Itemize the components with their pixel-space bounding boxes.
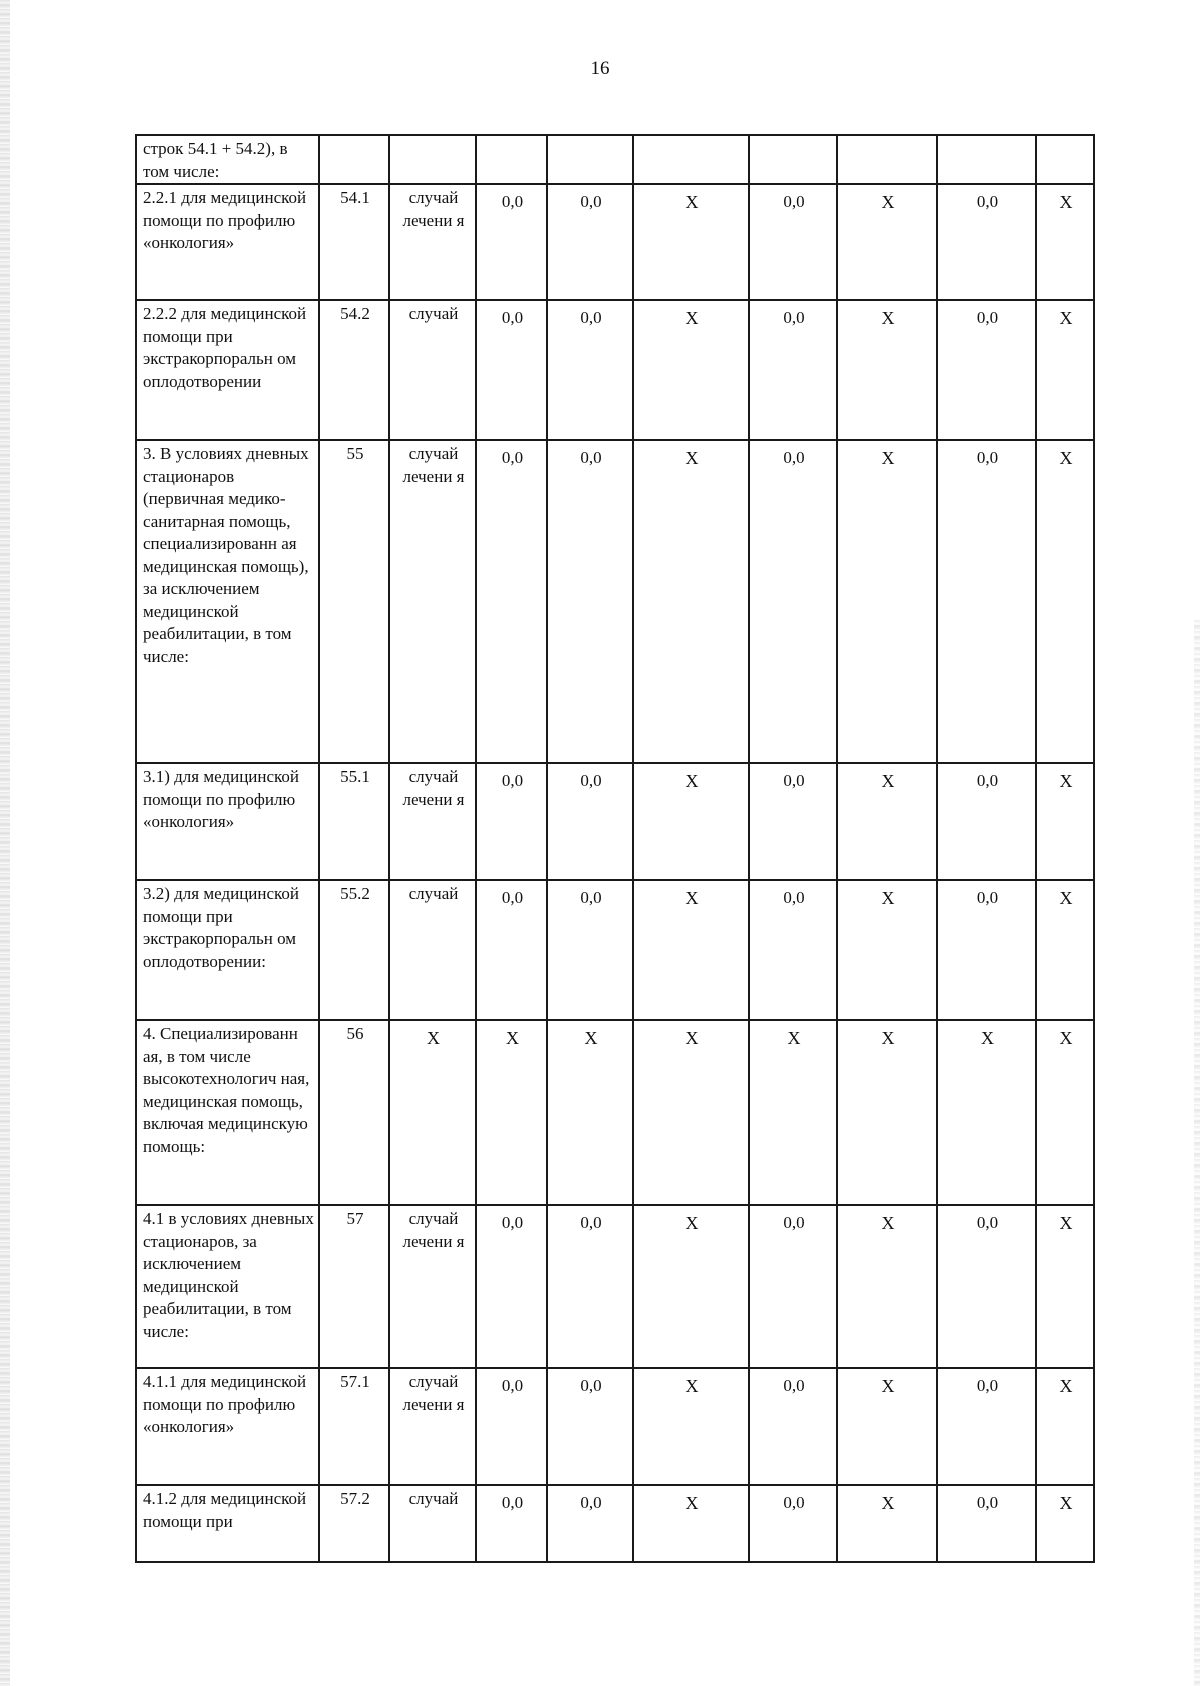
value-cell: X <box>1036 1368 1094 1485</box>
value-cell: 0,0 <box>547 440 633 763</box>
value-cell: X <box>633 880 749 1020</box>
unit-cell: случай лечени я <box>389 184 476 300</box>
row-label: 3.1) для медицинской помощи по профилю «онкология» <box>136 763 319 880</box>
row-label: строк 54.1 + 54.2), в том числе: <box>136 135 319 184</box>
value-cell: 0,0 <box>476 1205 547 1368</box>
unit-cell: случай лечени я <box>389 1368 476 1485</box>
value-cell: 0,0 <box>476 440 547 763</box>
value-cell: X <box>837 880 937 1020</box>
row-label: 4.1.1 для медицинской помощи по профилю «онкология» <box>136 1368 319 1485</box>
value-cell: 0,0 <box>547 184 633 300</box>
value-cell: 0,0 <box>547 1368 633 1485</box>
value-cell: 0,0 <box>937 300 1036 440</box>
table-row <box>136 1205 1094 1368</box>
row-label: 3. В условиях дневных стационаров (первичная медико-санитарная помощь, специализированн ая медицинская помощь), за исключением медицинской реабилитации, в том числе: <box>136 440 319 763</box>
table-row <box>136 1368 1094 1485</box>
value-cell: X <box>837 1485 937 1562</box>
value-cell <box>633 135 749 184</box>
value-cell: 0,0 <box>547 763 633 880</box>
value-cell: 0,0 <box>749 300 837 440</box>
row-label: 4.1.2 для медицинской помощи при <box>136 1485 319 1562</box>
value-cell: 0,0 <box>749 184 837 300</box>
unit-cell: X <box>389 1020 476 1205</box>
row-number: 54.1 <box>319 184 389 300</box>
unit-cell: случай лечени я <box>389 1205 476 1368</box>
value-cell: 0,0 <box>937 184 1036 300</box>
row-label: 4.1 в условиях дневных стационаров, за исключением медицинской реабилитации, в том числе: <box>136 1205 319 1368</box>
value-cell: X <box>837 300 937 440</box>
value-cell: X <box>1036 1020 1094 1205</box>
value-cell: 0,0 <box>937 763 1036 880</box>
row-number: 55.1 <box>319 763 389 880</box>
data-table <box>135 134 1095 1563</box>
unit-cell: случай <box>389 880 476 1020</box>
value-cell: 0,0 <box>937 880 1036 1020</box>
value-cell: X <box>633 184 749 300</box>
value-cell: 0,0 <box>476 763 547 880</box>
value-cell <box>837 135 937 184</box>
row-number: 54.2 <box>319 300 389 440</box>
table-row <box>136 440 1094 763</box>
value-cell: 0,0 <box>547 300 633 440</box>
value-cell: X <box>1036 1205 1094 1368</box>
value-cell: 0,0 <box>476 300 547 440</box>
value-cell: X <box>633 763 749 880</box>
value-cell: X <box>837 440 937 763</box>
value-cell: X <box>1036 300 1094 440</box>
value-cell: X <box>1036 440 1094 763</box>
row-label: 2.2.2 для медицинской помощи при экстракорпоральн ом оплодотворении <box>136 300 319 440</box>
value-cell: X <box>547 1020 633 1205</box>
value-cell: X <box>837 1205 937 1368</box>
value-cell <box>749 135 837 184</box>
table-row <box>136 763 1094 880</box>
row-label: 4. Специализированн ая, в том числе высокотехнологич ная, медицинская помощь, включая медицинскую помощь: <box>136 1020 319 1205</box>
table-row <box>136 1485 1094 1562</box>
value-cell: X <box>837 763 937 880</box>
value-cell <box>547 135 633 184</box>
unit-cell <box>389 135 476 184</box>
table-row <box>136 880 1094 1020</box>
row-label: 2.2.1 для медицинской помощи по профилю «онкология» <box>136 184 319 300</box>
value-cell: X <box>837 184 937 300</box>
row-number: 57 <box>319 1205 389 1368</box>
value-cell: X <box>837 1020 937 1205</box>
value-cell: X <box>633 300 749 440</box>
value-cell: 0,0 <box>547 1205 633 1368</box>
unit-cell: случай <box>389 300 476 440</box>
value-cell: 0,0 <box>476 1368 547 1485</box>
value-cell: X <box>633 440 749 763</box>
unit-cell: случай <box>389 1485 476 1562</box>
row-number: 55 <box>319 440 389 763</box>
value-cell: X <box>1036 763 1094 880</box>
value-cell <box>937 135 1036 184</box>
value-cell: 0,0 <box>937 1485 1036 1562</box>
row-number: 57.2 <box>319 1485 389 1562</box>
value-cell: 0,0 <box>547 1485 633 1562</box>
row-number <box>319 135 389 184</box>
page-number: 16 <box>590 58 610 79</box>
value-cell: 0,0 <box>476 880 547 1020</box>
row-number: 55.2 <box>319 880 389 1020</box>
scan-edge-right <box>1194 620 1200 1686</box>
value-cell: X <box>1036 184 1094 300</box>
value-cell <box>476 135 547 184</box>
value-cell: X <box>633 1368 749 1485</box>
value-cell: X <box>937 1020 1036 1205</box>
value-cell: 0,0 <box>749 1368 837 1485</box>
value-cell: 0,0 <box>749 1205 837 1368</box>
value-cell <box>1036 135 1094 184</box>
row-number: 57.1 <box>319 1368 389 1485</box>
table-row <box>136 300 1094 440</box>
value-cell: X <box>633 1020 749 1205</box>
value-cell: 0,0 <box>749 880 837 1020</box>
value-cell: 0,0 <box>937 440 1036 763</box>
unit-cell: случай лечени я <box>389 440 476 763</box>
unit-cell: случай лечени я <box>389 763 476 880</box>
value-cell: X <box>633 1205 749 1368</box>
value-cell: X <box>749 1020 837 1205</box>
value-cell: X <box>476 1020 547 1205</box>
value-cell: 0,0 <box>937 1368 1036 1485</box>
value-cell: X <box>1036 1485 1094 1562</box>
value-cell: 0,0 <box>749 440 837 763</box>
value-cell: 0,0 <box>476 184 547 300</box>
table-row <box>136 1020 1094 1205</box>
scan-edge-left <box>0 0 10 1686</box>
value-cell: X <box>837 1368 937 1485</box>
value-cell: 0,0 <box>476 1485 547 1562</box>
value-cell: X <box>633 1485 749 1562</box>
table-row <box>136 184 1094 300</box>
row-label: 3.2) для медицинской помощи при экстракорпоральн ом оплодотворении: <box>136 880 319 1020</box>
value-cell: 0,0 <box>547 880 633 1020</box>
value-cell: 0,0 <box>749 1485 837 1562</box>
value-cell: 0,0 <box>749 763 837 880</box>
table-row <box>136 135 1094 184</box>
row-number: 56 <box>319 1020 389 1205</box>
value-cell: 0,0 <box>937 1205 1036 1368</box>
value-cell: X <box>1036 880 1094 1020</box>
